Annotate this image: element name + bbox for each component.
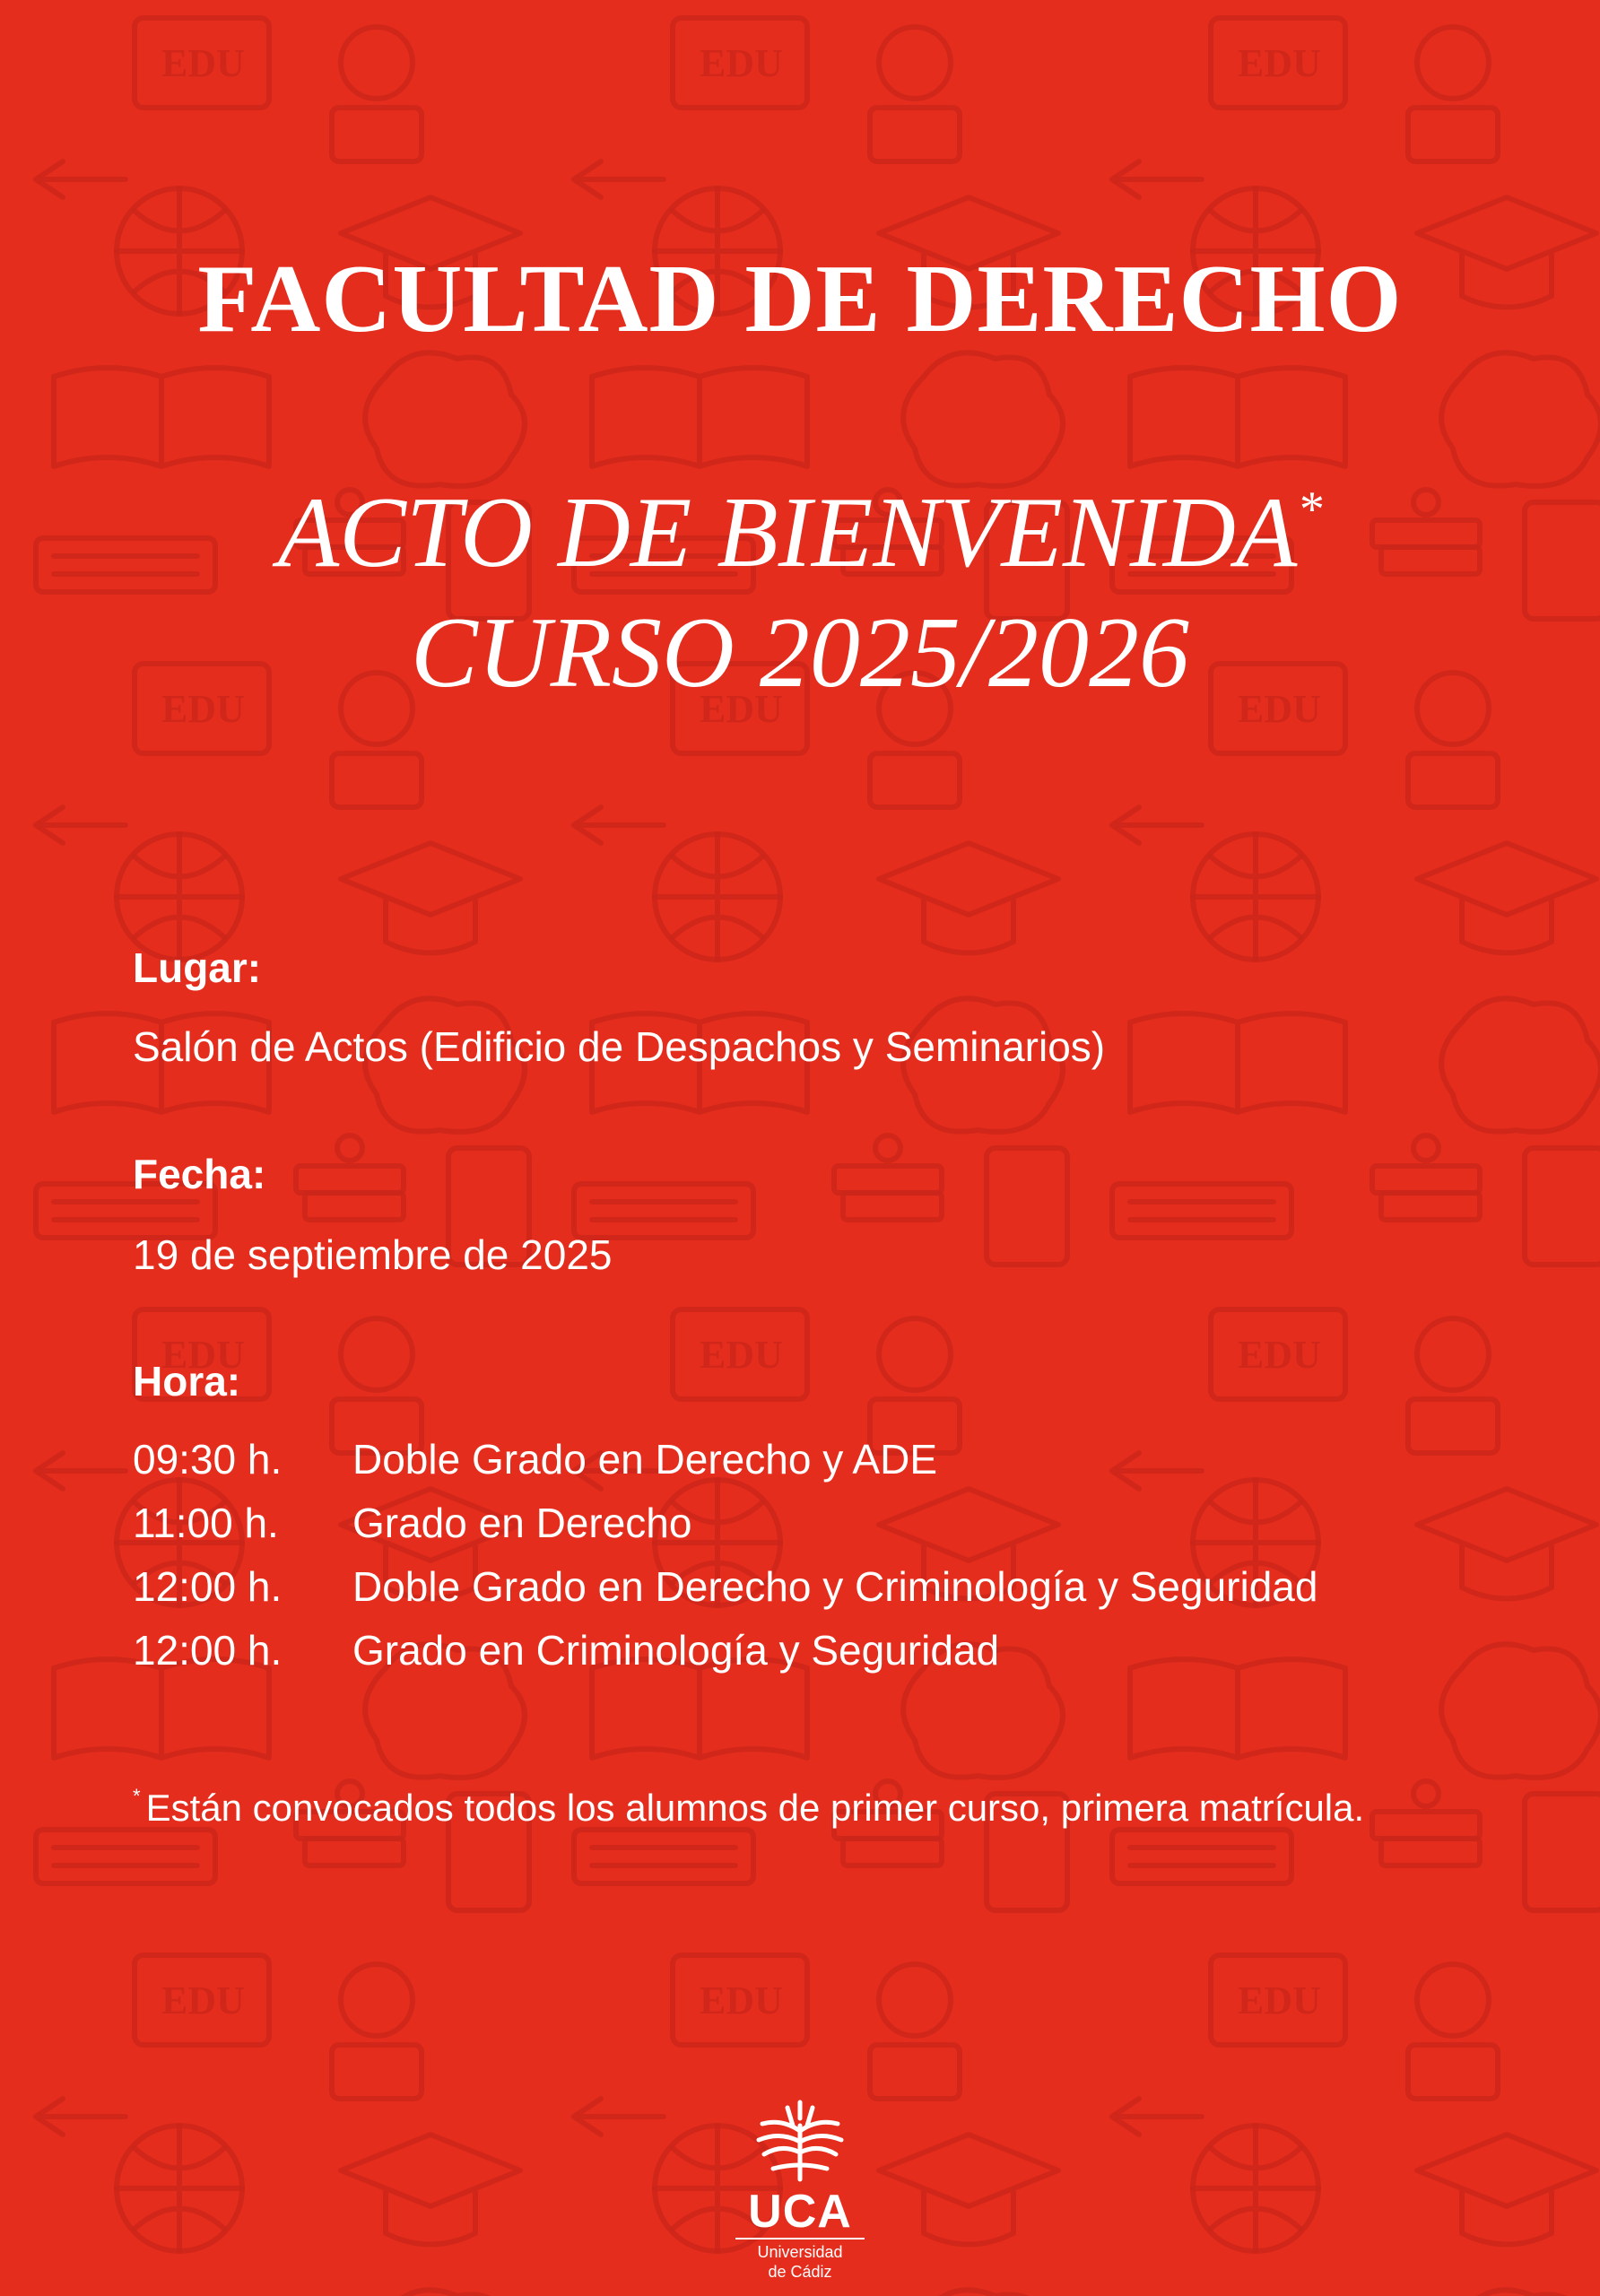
- lugar-value: Salón de Actos (Edificio de Despachos y Seminarios): [133, 1023, 1106, 1070]
- lugar-label: Lugar:: [133, 944, 262, 991]
- schedule-time: 12:00 h.: [133, 1563, 283, 1610]
- event-title-asterisk: *: [1297, 482, 1323, 537]
- faculty-title: FACULTAD DE DERECHO: [197, 246, 1403, 352]
- university-name: [719, 2242, 881, 2282]
- logo-divider: [735, 2238, 865, 2239]
- university-name-line1: Universidad: [757, 2243, 843, 2261]
- uca-abbreviation: UCA: [748, 2186, 852, 2238]
- schedule-time: 12:00 h.: [133, 1627, 283, 1674]
- university-name-line2: de Cádiz: [768, 2263, 832, 2281]
- uca-logo: [719, 2099, 881, 2281]
- hora-label: Hora:: [133, 1358, 241, 1405]
- schedule-program: Grado en Criminología y Seguridad: [352, 1627, 1000, 1674]
- schedule-time: 09:30 h.: [133, 1436, 283, 1483]
- schedule-program: Doble Grado en Derecho y Criminología y Seguridad: [352, 1563, 1318, 1610]
- schedule-program: Doble Grado en Derecho y ADE: [352, 1436, 938, 1483]
- schedule-program: Grado en Derecho: [352, 1500, 692, 1546]
- fecha-label: Fecha:: [133, 1151, 266, 1197]
- footnote-text: Están convocados todos los alumnos de primer curso, primera matrícula.: [145, 1787, 1365, 1829]
- event-title-text: ACTO DE BIENVENIDA: [277, 477, 1298, 588]
- schedule-time: 11:00 h.: [133, 1500, 279, 1546]
- event-title: [0, 475, 1600, 591]
- course-year: CURSO 2025/2026: [411, 597, 1189, 709]
- footnote-asterisk: *: [133, 1785, 141, 1807]
- footnote: [133, 1787, 1364, 1830]
- uca-emblem-icon: [746, 2099, 854, 2185]
- fecha-value: 19 de septiembre de 2025: [133, 1231, 613, 1278]
